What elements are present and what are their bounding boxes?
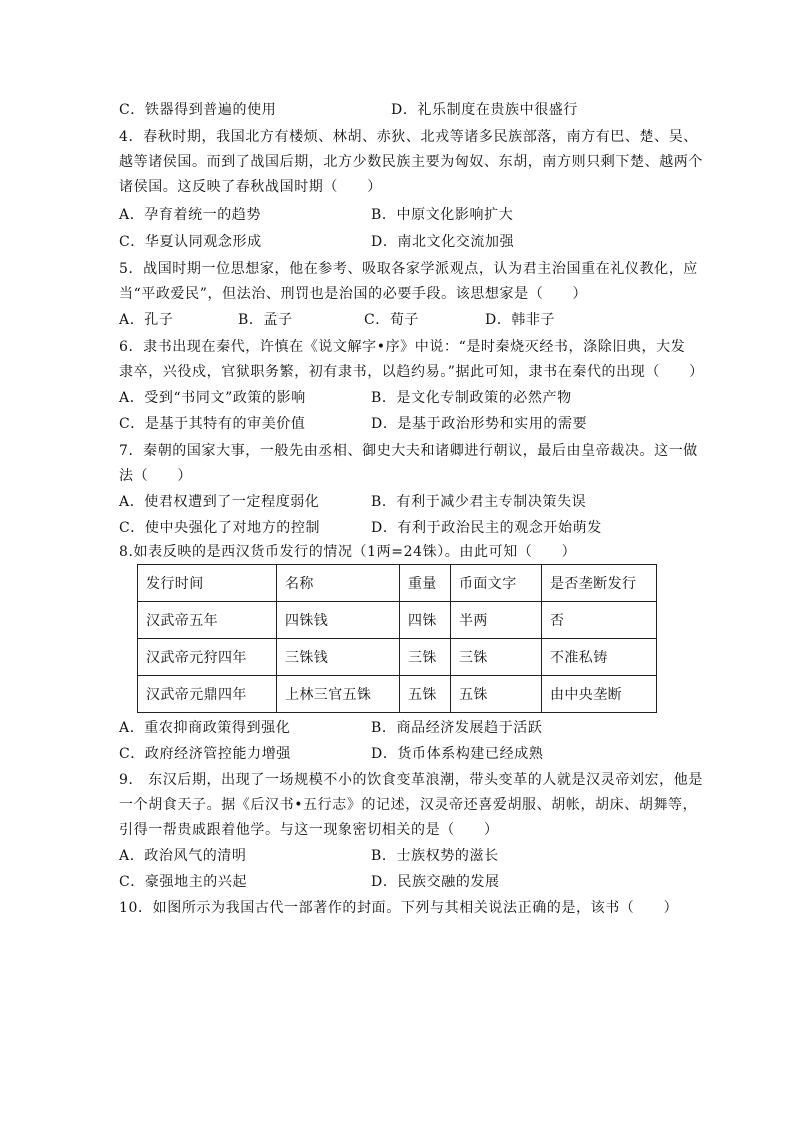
q6-option-d: D．是基于政治形势和实用的需要 [371, 416, 588, 432]
q6-option-c: C．是基于其特有的审美价值 [119, 416, 306, 432]
q6-option-a: A．受到“书同文”政策的影响 [119, 390, 306, 406]
q4-option-a: A．孕育着统一的趋势 [119, 207, 262, 223]
table-header-cell: 币面文字 [451, 565, 542, 602]
q4-stem-line-1: 4．春秋时期，我国北方有楼烦、林胡、赤狄、北戎等诸多民族部落，南方有巴、楚、吴、 [119, 129, 698, 145]
q8-option-b: B．商品经济发展趋于活跃 [371, 720, 543, 736]
q5-option-d: D．韩非子 [485, 312, 556, 328]
table-cell: 五铢 [451, 676, 542, 713]
q6-option-b: B．是文化专制政策的必然产物 [371, 390, 572, 406]
table-cell: 四铢钱 [277, 602, 400, 639]
q7-option-d: D．有利于政治民主的观念开始萌发 [371, 520, 602, 536]
table-cell: 不准私铸 [542, 639, 657, 676]
q4-option-b: B．中原文化影响扩大 [371, 207, 514, 223]
table-header-cell: 发行时间 [138, 565, 277, 602]
q4-stem-line-2: 越等诸侯国。而到了战国后期，北方少数民族主要为匈奴、东胡，南方则只剩下楚、越两个 [119, 154, 703, 170]
q5-option-c: C．荀子 [364, 312, 420, 328]
q7-stem-line-2: 法（ ） [119, 468, 192, 484]
table-header-cell: 名称 [277, 565, 400, 602]
q7-stem-line-1: 7．秦朝的国家大事，一般先由丞相、御史大夫和诸卿进行朝议，最后由皇帝裁决。这一做 [119, 443, 698, 459]
table-header-cell: 重量 [400, 565, 451, 602]
q4-option-c: C．华夏认同观念形成 [119, 234, 262, 250]
q5-option-a: A．孔子 [119, 312, 174, 328]
table-header-cell: 是否垄断发行 [542, 565, 657, 602]
q8-option-c: C．政府经济管控能力增强 [119, 746, 291, 762]
table-cell: 汉武帝元狩四年 [138, 639, 277, 676]
table-cell: 半两 [451, 602, 542, 639]
table-row [138, 639, 657, 676]
table-header-row [138, 565, 657, 602]
table-cell: 否 [542, 602, 657, 639]
q9-option-a: A．政治风气的清明 [119, 848, 247, 864]
q5-stem-line-2: 当“平政爱民”，但法治、刑罚也是治国的必要手段。该思想家是（ ） [119, 286, 588, 302]
q6-stem-line-1: 6．隶书出现在秦代，许慎在《说文解字•序》中说：“是时秦烧灭经书，涤除旧典，大发 [119, 339, 686, 355]
table-cell: 五铢 [400, 676, 451, 713]
q8-option-d: D．货币体系构建已经成熟 [371, 746, 544, 762]
q10-stem: 10．如图所示为我国古代一部著作的封面。下列与其相关说法正确的是，该书（ ） [119, 900, 679, 916]
table-cell: 由中央垄断 [542, 676, 657, 713]
table-cell: 三铢 [400, 639, 451, 676]
table-cell: 四铢 [400, 602, 451, 639]
q9-stem-line-1: 9． 东汉后期，出现了一场规模不小的饮食变革浪潮，带头变革的人就是汉灵帝刘宏，他是 [119, 772, 703, 788]
q6-stem-line-2: 隶卒，兴役戍，官狱职务繁，初有隶书，以趋约易。”据此可知，隶书在秦代的出现（ ） [119, 364, 704, 380]
q4-stem-line-3: 诸侯国。这反映了春秋战国时期（ ） [119, 179, 382, 195]
q4-option-d: D．南北文化交流加强 [371, 234, 515, 250]
currency-table [137, 564, 657, 713]
q8-stem: 8.如表反映的是西汉货币发行的情况（1两=24铢）。由此可知（ ） [119, 544, 577, 560]
q5-option-b: B．孟子 [238, 312, 293, 328]
table-cell: 三铢 [451, 639, 542, 676]
q9-stem-line-2: 一个胡食天子。据《后汉书•五行志》的记述，汉灵帝还喜爱胡服、胡帐，胡床、胡舞等， [119, 797, 698, 813]
q3-option-c: C．铁器得到普遍的使用 [119, 102, 277, 118]
q9-option-b: B．士族权势的滋长 [371, 848, 499, 864]
q9-option-d: D．民族交融的发展 [371, 874, 500, 890]
table-cell: 汉武帝元鼎四年 [138, 676, 277, 713]
table-cell: 上林三官五铢 [277, 676, 400, 713]
q7-option-a: A．使君权遭到了一定程度弱化 [119, 494, 320, 510]
table-row [138, 602, 657, 639]
q7-option-b: B．有利于减少君主专制决策失误 [371, 494, 587, 510]
table-cell: 三铢钱 [277, 639, 400, 676]
q3-option-d: D．礼乐制度在贵族中很盛行 [391, 102, 579, 118]
q9-stem-line-3: 引得一帮贵戚跟着他学。与这一现象密切相关的是（ ） [119, 822, 499, 838]
q8-option-a: A．重农抑商政策得到强化 [119, 720, 291, 736]
q7-option-c: C．使中央强化了对地方的控制 [119, 520, 321, 536]
table-cell: 汉武帝五年 [138, 602, 277, 639]
q9-option-c: C．豪强地主的兴起 [119, 874, 248, 890]
q5-stem-line-1: 5．战国时期一位思想家，他在参考、吸取各家学派观点，认为君主治国重在礼仪教化，应 [119, 261, 698, 277]
table-row [138, 676, 657, 713]
